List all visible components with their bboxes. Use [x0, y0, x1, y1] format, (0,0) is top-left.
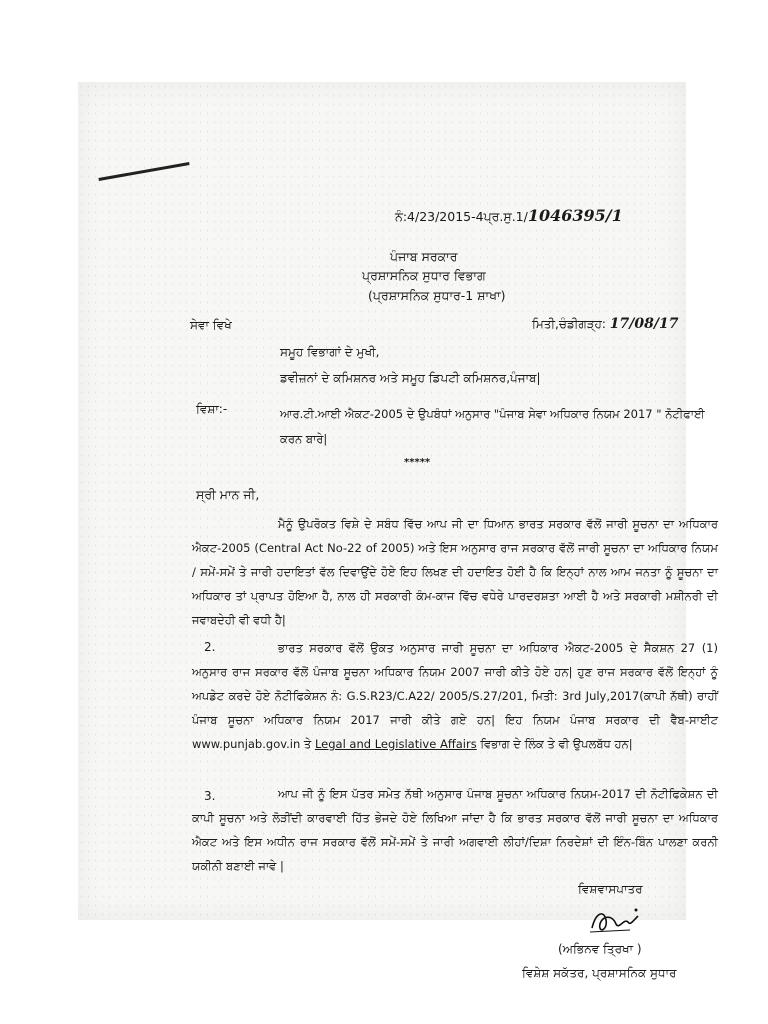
date-line [532, 316, 678, 332]
paragraph-3: ਆਪ ਜੀ ਨੂੰ ਇਸ ਪੱਤਰ ਸਮੇਤ ਨੱਥੀ ਅਨੁਸਾਰ ਪੰਜਾਬ ਸੂਚਨਾ ਅਧਿਕਾਰ ਨਿਯਮ-2017 ਦੀ ਨੋਟੀਫਿਕੇਸ਼ਨ ਦੀ ਕਾਪੀ ਸੂਚਨਾ ਅਤੇ ਲੋੜੀਂਦੀ ਕਾਰਵਾਈ ਹਿੱਤ ਭੇਜਦੇ ਹੋਏ ਲਿਖਿਆ ਜਾਂਦਾ ਹੈ ਕਿ ਭਾਰਤ ਸਰਕਾਰ ਵੱਲੋਂ ਜਾਰੀ ਸੂਚਨਾ ਦਾ ਅਧਿਕਾਰ ਐਕਟ ਅਤੇ ਇਸ ਅਧੀਨ ਰਾਜ ਸਰਕਾਰ ਵੱਲੋਂ ਸਮੇਂ-ਸਮੇਂ ਤੇ ਜਾਰੀ ਅਗਵਾਈ ਲੀਹਾਂ/ਦਿਸ਼ਾ ਨਿਰਦੇਸ਼ਾਂ ਦੀ ਇੰਨ-ਬਿੰਨ ਪਾਲਣਾ ਕਰਨੀ ਯਕੀਨੀ ਬਣਾਈ ਜਾਵੇ | [192, 787, 718, 873]
separator-stars: ***** [404, 457, 431, 468]
closing-salutation: ਵਿਸ਼ਵਾਸਪਾਤਰ [578, 882, 643, 896]
paragraph-2-number: 2. [204, 640, 216, 654]
address-to-label: ਸੇਵਾ ਵਿਖੇ [190, 318, 232, 332]
paragraph-3-number: 3. [204, 789, 216, 803]
paragraph-2 [192, 636, 718, 756]
reference-handwritten-number: 1046395/1 [527, 206, 623, 225]
paragraph-2-text-a: ਭਾਰਤ ਸਰਕਾਰ ਵੱਲੋਂ ਉਕਤ ਅਨੁਸਾਰ ਜਾਰੀ ਸੂਚਨਾ ਦਾ ਅਧਿਕਾਰ ਐਕਟ-2005 ਦੇ ਸੈਕਸ਼ਨ 27 (1) ਅਨੁਸਾਰ ਰਾਜ ਸਰਕਾਰ ਵੱਲੋਂ ਪੰਜਾਬ ਸੂਚਨਾ ਅਧਿਕਾਰ ਨਿਯਮ 2007 ਜਾਰੀ ਕੀਤੇ ਹੋਏ ਹਨ| ਹੁਣ ਰਾਜ ਸਰਕਾਰ ਵੱਲੋਂ ਇਨ੍ਹਾਂ ਨੂੰ ਅਪਡੇਟ ਕਰਦੇ ਹੋਏ ਨੋਟੀਫਿਕੇਸ਼ਨ ਨੰ: G.S.R23/C.A22/ 2005/S.27/201, ਮਿਤੀ: 3rd July,2017(ਕਾਪੀ ਨੱਥੀ) ਰਾਹੀਂ ਪੰਜਾਬ ਸੂਚਨਾ ਅਧਿਕਾਰ ਨਿਯਮ 2017 ਜਾਰੀ ਕੀਤੇ ਗਏ ਹਨ| ਇਹ ਨਿਯਮ ਪੰਜਾਬ ਸਰਕਾਰ ਦੀ ਵੈਬ-ਸਾਈਟ www.punjab.gov.in ਤੇ [192, 641, 718, 751]
date-label: ਮਿਤੀ,ਚੰਡੀਗੜ੍ਹ: [532, 317, 606, 331]
header-branch: (ਪ੍ਰਸ਼ਾਸਨਿਕ ਸੁਧਾਰ-1 ਸ਼ਾਖਾ) [368, 288, 506, 303]
reference-prefix: ਨੰ:4/23/2015-4ਪ੍ਰ.ਸੁ.1/ [395, 209, 528, 224]
subject-text: ਆਰ.ਟੀ.ਆਈ ਐਕਟ-2005 ਦੇ ਉਪਬੰਧਾਂ ਅਨੁਸਾਰ "ਪੰਜਾਬ ਸੇਵਾ ਅਧਿਕਾਰ ਨਿਯਮ 2017 " ਨੋਟੀਫਾਈ ਕਰਨ ਬਾਰੇ| [280, 407, 705, 446]
header-department: ਪ੍ਰਸ਼ਾਸਨਿਕ ਸੁਧਾਰ ਵਿਭਾਗ [362, 268, 486, 283]
recipient-line-1: ਸਮੂਹ ਵਿਭਾਗਾਂ ਦੇ ਮੁਖੀ, [280, 345, 380, 359]
subject-label: ਵਿਸ਼ਾ:- [196, 402, 228, 416]
date-value: 17/08/17 [609, 316, 679, 332]
paragraph-1: ਮੈਨੂੰ ਉਪਰੋਕਤ ਵਿਸ਼ੇ ਦੇ ਸਬੰਧ ਵਿੱਚ ਆਪ ਜੀ ਦਾ ਧਿਆਨ ਭਾਰਤ ਸਰਕਾਰ ਵੱਲੋਂ ਜਾਰੀ ਸੂਚਨਾ ਦਾ ਅਧਿਕਾਰ ਐਕਟ-2005 (Central Act No-22 of 2005) ਅਤੇ ਇਸ ਅਨੁਸਾਰ ਰਾਜ ਸਰਕਾਰ ਵੱਲੋਂ ਜਾਰੀ ਸੂਚਨਾ ਦਾ ਅਧਿਕਾਰ ਨਿਯਮ / ਸਮੇਂ-ਸਮੇਂ ਤੇ ਜਾਰੀ ਹਦਾਇਤਾਂ ਵੱਲ ਦਿਵਾਉਂਦੇ ਹੋਏ ਇਹ ਲਿਖਣ ਦੀ ਹਦਾਇਤ ਹੋਈ ਹੈ ਕਿ ਇਨ੍ਹਾਂ ਨਾਲ ਆਮ ਜਨਤਾ ਨੂੰ ਸੂਚਨਾ ਦਾ ਅਧਿਕਾਰ ਤਾਂ ਪ੍ਰਾਪਤ ਹੋਇਆ ਹੈ, ਨਾਲ ਹੀ ਸਰਕਾਰੀ ਕੰਮ-ਕਾਜ ਵਿੱਚ ਵਧੇਰੇ ਪਾਰਦਰਸ਼ਤਾ ਆਈ ਹੈ ਅਤੇ ਸਰਕਾਰੀ ਮਸ਼ੀਨਰੀ ਦੀ ਜਵਾਬਦੇਹੀ ਵੀ ਵਧੀ ਹੈ| [192, 517, 718, 627]
recipient-line-2: ਡਵੀਜ਼ਨਾਂ ਦੇ ਕਮਿਸ਼ਨਰ ਅਤੇ ਸਮੂਹ ਡਿਪਟੀ ਕਮਿਸ਼ਨਰ,ਪੰਜਾਬ| [280, 371, 541, 385]
handwritten-signature [586, 904, 646, 940]
scanned-letter [78, 82, 718, 980]
reference-number [395, 206, 623, 225]
header-government: ਪੰਜਾਬ ਸਰਕਾਰ [390, 249, 458, 264]
paragraph-2-text-b: ਵਿਭਾਗ ਦੇ ਲਿੰਕ ਤੇ ਵੀ ਉਪਲਬੱਧ ਹਨ| [476, 737, 633, 751]
signatory-name: (ਅਭਿਨਵ ਤ੍ਰਿਖਾ ) [558, 942, 642, 956]
pen-stroke-mark [98, 162, 189, 181]
signatory-designation: ਵਿਸ਼ੇਸ਼ ਸਕੱਤਰ, ਪ੍ਰਸ਼ਾਸਨਿਕ ਸੁਧਾਰ [522, 966, 677, 980]
legal-affairs-link[interactable]: Legal and Legislative Affairs [314, 737, 477, 751]
salutation: ਸ੍ਰੀ ਮਾਨ ਜੀ, [196, 487, 260, 502]
